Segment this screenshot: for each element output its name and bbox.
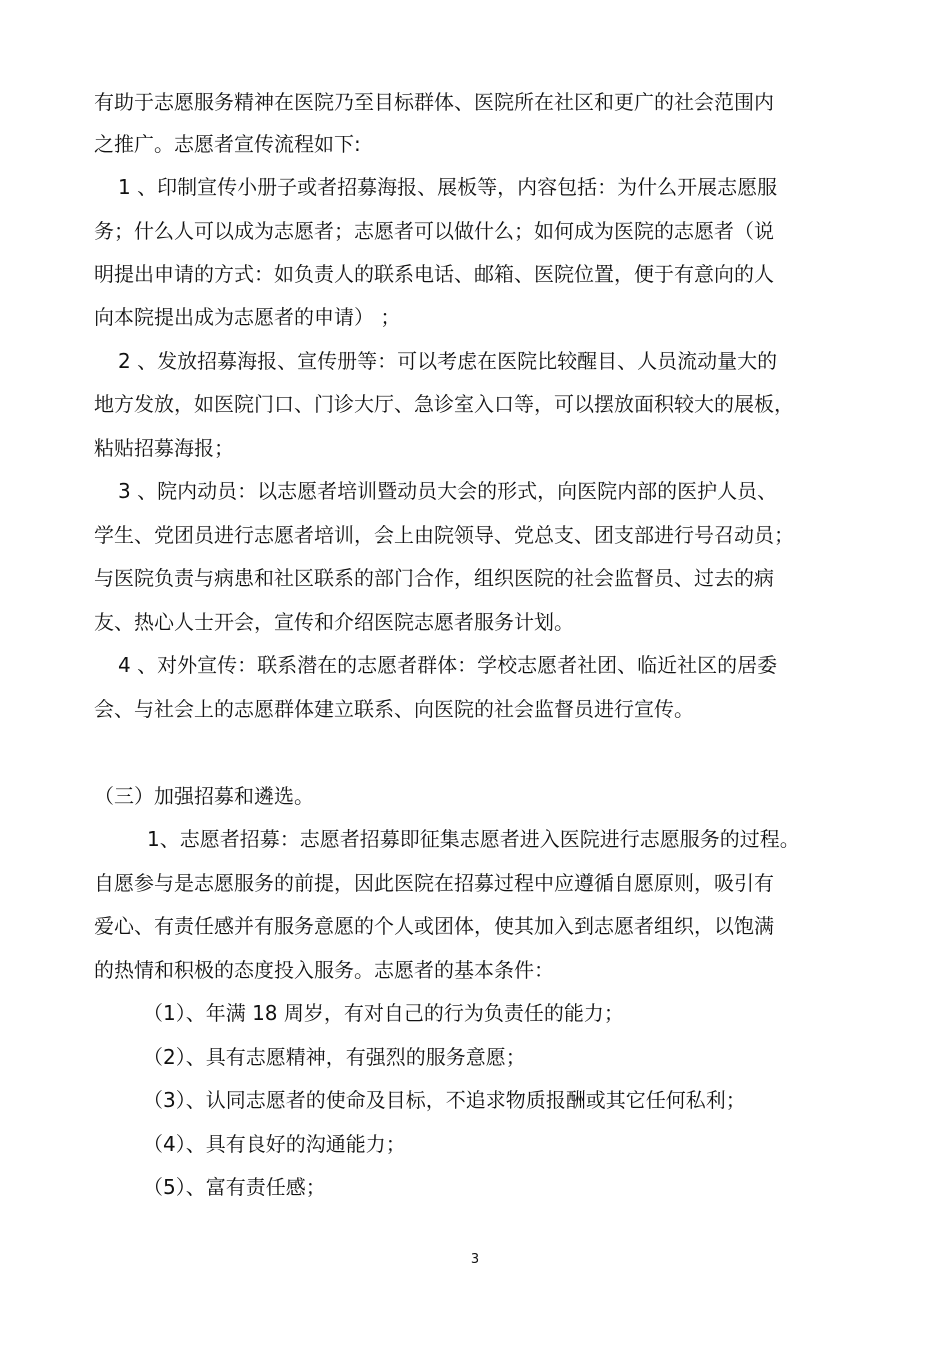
- step-1-line-1: 1 、印制宣传小册子或者招募海报、展板等，内容包括：为什么开展志愿服: [118, 175, 778, 199]
- recruitment-line-4: 的热情和积极的态度投入服务。志愿者的基本条件：: [94, 958, 554, 982]
- step-2-line-2: 地方发放，如医院门口、门诊大厅、急诊室入口等，可以摆放面积较大的展板，: [94, 392, 794, 416]
- step-1-line-3: 明提出申请的方式：如负责人的联系电话、邮箱、医院位置，便于有意向的人: [94, 262, 774, 286]
- step-2-line-3: 粘贴招募海报；: [94, 436, 234, 460]
- condition-item: （4）、具有良好的沟通能力；: [143, 1132, 406, 1156]
- step-3-line-1: 3 、院内动员：以志愿者培训暨动员大会的形式，向医院内部的医护人员、: [118, 479, 778, 503]
- condition-item: （3）、认同志愿者的使命及目标，不追求物质报酬或其它任何私利；: [143, 1088, 746, 1112]
- intro-line-1: 有助于志愿服务精神在医院乃至目标群体、医院所在社区和更广的社会范围内: [94, 90, 774, 114]
- intro-line-2: 之推广。志愿者宣传流程如下:: [94, 132, 361, 156]
- step-1-line-2: 务；什么人可以成为志愿者；志愿者可以做什么；如何成为医院的志愿者（说: [94, 219, 774, 243]
- step-1-line-4: 向本院提出成为志愿者的申请） ；: [94, 305, 401, 329]
- step-3-line-4: 友、热心人士开会，宣传和介绍医院志愿者服务计划。: [94, 610, 574, 634]
- step-4-line-2: 会、与社会上的志愿群体建立联系、向医院的社会监督员进行宣传。: [94, 697, 694, 721]
- condition-item: （2）、具有志愿精神，有强烈的服务意愿；: [143, 1045, 526, 1069]
- step-2-line-1: 2 、发放招募海报、宣传册等：可以考虑在医院比较醒目、人员流动量大的: [118, 349, 778, 373]
- condition-item: （5）、富有责任感；: [143, 1175, 326, 1199]
- step-3-line-2: 学生、党团员进行志愿者培训，会上由院领导、党总支、团支部进行号召动员；: [94, 523, 794, 547]
- step-4-line-1: 4 、对外宣传：联系潜在的志愿者群体：学校志愿者社团、临近社区的居委: [118, 653, 778, 677]
- section-heading: （三）加强招募和遴选。: [94, 784, 314, 808]
- recruitment-line-3: 爱心、有责任感并有服务意愿的个人或团体，使其加入到志愿者组织，以饱满: [94, 914, 774, 938]
- step-3-line-3: 与医院负责与病患和社区联系的部门合作，组织医院的社会监督员、过去的病: [94, 566, 774, 590]
- page-number: 3: [470, 1252, 480, 1267]
- condition-item: （1）、年满 18 周岁，有对自己的行为负责任的能力；: [143, 1001, 624, 1025]
- recruitment-line-2: 自愿参与是志愿服务的前提，因此医院在招募过程中应遵循自愿原则，吸引有: [94, 871, 774, 895]
- recruitment-line-1: 1、志愿者招募：志愿者招募即征集志愿者进入医院进行志愿服务的过程。: [147, 827, 800, 851]
